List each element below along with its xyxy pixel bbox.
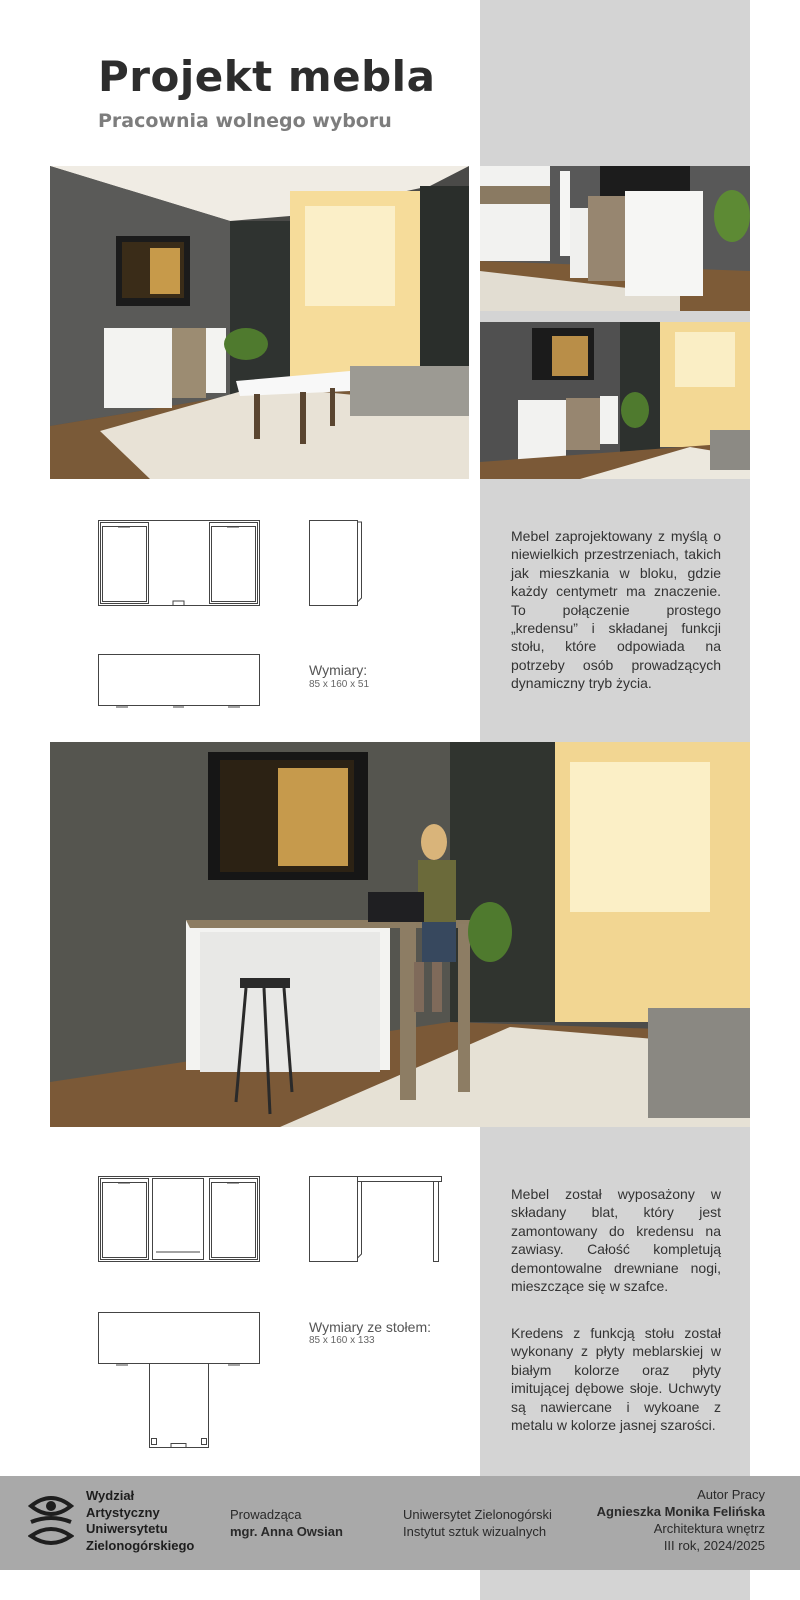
university-name: Uniwersytet Zielonogórski [403,1507,552,1522]
faculty-eye-logo-icon [28,1488,74,1554]
study-year: III rok, 2024/2025 [663,1538,765,1553]
dimensions-table-value: 85 x 160 x 133 [309,1335,375,1346]
institute-name: Instytut sztuk wizualnych [403,1524,547,1539]
faculty-line-2: Artystyczny [86,1504,160,1520]
description-panel-1 [480,496,750,726]
drawing-front-view-table [98,1176,260,1262]
supervisor-name: mgr. Anna Owsian [230,1524,343,1539]
faculty-line-3: Uniwersytetu [86,1521,168,1536]
dimensions-table-label: Wymiary ze stołem: [309,1319,432,1335]
drawing-side-view-table [309,1176,443,1262]
author-label: Autor Pracy [697,1487,765,1502]
supervisor-label: Prowadząca [230,1507,302,1522]
description-text-2a: Mebel został wyposażony w składany blat, który jest zamontowany do kredensu na zawiasy. Całość kompletują demontowalne drewniane nogi, mieszczące się w szafce. [511,1186,721,1295]
description-text-1: Mebel zaprojektowany z myślą o niewielkich przestrzeniach, takich jak mieszkania w bloku, gdzie każdy centymetr ma znaczenie. To połączenie prostego „kredensu” i składanej funkcji stołu, które odpowiada na potrzeby osób prowadzących dynamiczny tryb życia. [511,528,721,692]
render-table-mode [50,742,750,1127]
page-subtitle: Pracownia wolnego wyboru [98,110,392,132]
render-sideboard-closeup [480,166,750,311]
render-sideboard-wide [480,322,750,479]
author-block [597,1486,765,1554]
university-block [403,1506,552,1540]
dimensions-label: Wymiary: [309,662,368,678]
faculty-line-4: Zielonogórskiego [86,1537,195,1553]
drawing-top-view [98,654,260,710]
faculty-name [86,1488,194,1554]
drawing-top-view-table [98,1312,260,1450]
page-title: Projekt mebla [98,52,436,101]
description-text-2b: Kredens z funkcją stołu został wykonany z płyty meblarskiej w białym kolorze oraz płyty imitującej dębowe słoje. Uchwyty są nawiercane i wykoane z metalu w kolorze jasnej szarości. [511,1325,721,1434]
faculty-line-1: Wydział [86,1488,135,1503]
field-of-study: Architektura wnętrz [653,1521,765,1536]
dimensions-value: 85 x 160 x 51 [309,679,370,690]
drawing-front-view [98,520,260,606]
description-panel-2 [480,1144,750,1476]
supervisor-block [230,1506,343,1540]
author-name: Agnieszka Monika Felińska [596,1504,765,1519]
drawing-side-view [309,520,363,606]
footer [0,1476,800,1570]
render-living-room-main [50,166,469,479]
